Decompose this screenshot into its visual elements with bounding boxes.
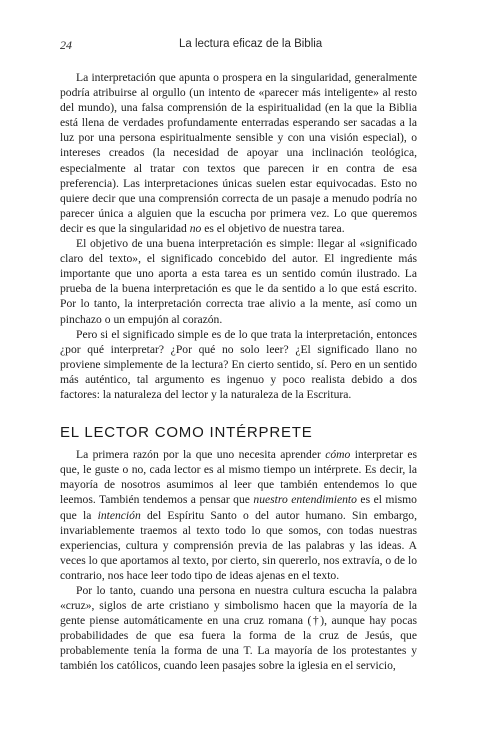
text-run: El objetivo de una buena interpretación es simple: llegar al «significado claro del texto», el significado concebido del autor. El ingrediente más importante que uno aporta a esta tarea es un sentido común ilustrado. La prueba de la buena interpretación es que le da sentido a lo que está escrito. Por lo tanto, la interpretación correcta trae alivio a la mente, así como un pinchazo o un empujón al corazón. <box>60 237 417 326</box>
paragraph <box>60 236 417 327</box>
running-header <box>60 38 417 56</box>
emphasis-text: intención <box>97 508 141 522</box>
running-title: La lectura eficaz de la Biblia <box>179 38 323 50</box>
text-run: del Espíritu Santo o del autor humano. Sin embargo, invariablemente traemos al texto todo lo que somos, con todas nuestras experiencias, cultura y comprensión previa de las palabras y las ideas. A veces lo que aportamos al texto, por cierto, sin quererlo, nos extravía, o de lo contrario, nos hace leer todo tipo de ideas ajenas en el texto. <box>60 508 418 582</box>
body-text <box>60 70 417 674</box>
text-run: La interpretación que apunta o prospera en la singularidad, generalmente podría atribuirse al orgullo (un intento de «parecer más inteligente» al resto del mundo), una falsa comprensión de la espiritualidad (en la que la Biblia está llena de verdades profundamente enterradas esperando ser sacadas a la luz por una persona espiritualmente sensible y con una visión especial), o intereses creados (la necesidad de apoyar una inclinación teológica, especialmente al tratar con textos que parecen ir en contra de esa preferencia). Las interpretaciones únicas suelen estar equivocadas. Esto no quiere decir que una comprensión correcta de un pasaje a menudo podría no parecer única a alguien que la escucha por primera vez. Lo que queremos decir es que la singularidad <box>60 71 417 235</box>
emphasis-text: cómo <box>325 448 351 462</box>
text-run: Pero si el significado simple es de lo que trata la interpretación, entonces ¿por qué interpretar? ¿Por qué no solo leer? ¿El significado llano no proviene simplemente de la lectura? En cierto sentido, sí. Pero en un sentido más auténtico, tal argumento es ingenuo y poco realista debido a dos factores: la naturaleza del lector y la naturaleza de la Escritura. <box>60 327 417 401</box>
page-number: 24 <box>60 38 72 52</box>
paragraphs-bottom <box>60 447 417 673</box>
book-page <box>60 38 417 674</box>
paragraph <box>60 447 417 583</box>
paragraph <box>60 583 417 674</box>
text-run: es el objetivo de nuestra tarea. <box>201 221 345 235</box>
emphasis-text: nuestro entendimiento <box>253 493 357 507</box>
text-run: La primera razón por la que uno necesita aprender <box>76 448 326 462</box>
paragraph <box>60 327 417 402</box>
text-run: es el mismo que la <box>60 493 417 522</box>
text-run: Por lo tanto, cuando una persona en nuestra cultura escucha la palabra «cruz», siglos de arte cristiano y simbolismo hacen que la mayoría de la gente piense automáticamente en una cruz romana (†), aunque hay pocas probabilidades de que esa fuera la forma de la cruz de Jesús, que probablemente tenía la forma de una T. La mayoría de los protestantes y también los católicos, cuando leen pasajes sobre la iglesia en el servicio, <box>60 584 417 673</box>
paragraphs-top <box>60 70 417 402</box>
text-run: interpretar es que, le guste o no, cada lector es al mismo tiempo un intérprete. Es decir, la mayoría de nosotros asumimos al leer que también entendemos lo que leemos. También tendemos a pensar que <box>60 448 418 507</box>
emphasis-text: no <box>189 221 202 235</box>
paragraph <box>60 70 417 236</box>
section-heading: EL LECTOR COMO INTÉRPRETE <box>60 424 313 442</box>
